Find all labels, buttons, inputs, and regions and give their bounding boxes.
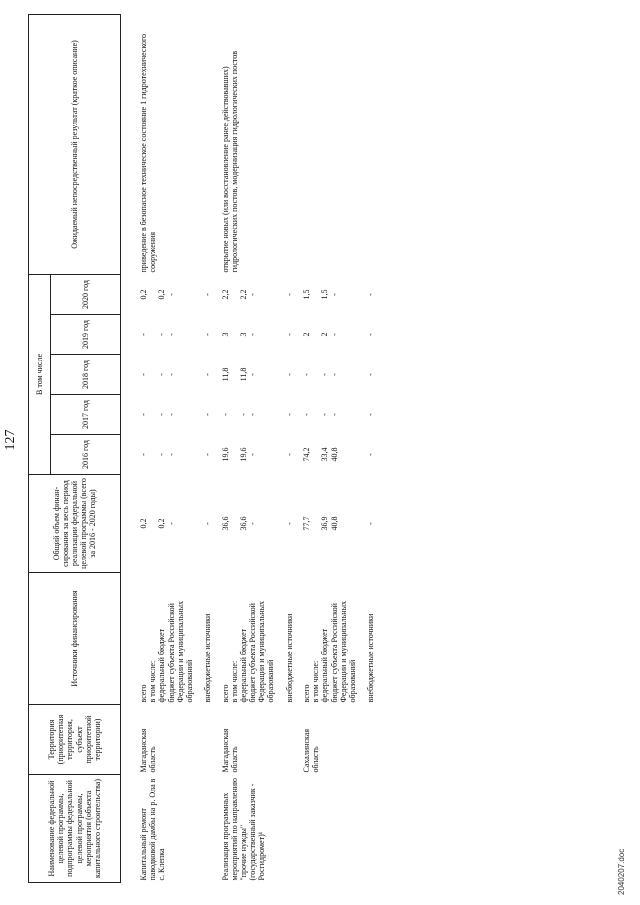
cell-value: - <box>203 333 213 336</box>
cell-value: 2,2 <box>220 289 230 300</box>
header-territory: Территория (приоритетная территория, субъект приоритетной территории) <box>29 705 121 775</box>
cell-value: 74,2 <box>302 447 312 462</box>
row-name <box>294 775 376 883</box>
cell-y2020 <box>213 274 295 314</box>
source-label: в том числе: <box>148 660 158 703</box>
cell-y2016 <box>213 435 295 475</box>
cell-value: - <box>366 522 376 525</box>
row-result: приведение в безопасное техническое состояние 1 гидротехнического сооружения <box>139 33 158 273</box>
cell-value: - <box>284 453 294 456</box>
cell-value: - <box>284 373 294 376</box>
cell-value: 3 <box>220 332 230 337</box>
cell-total <box>131 475 213 573</box>
cell-value: 2 <box>320 332 330 337</box>
cell-value: - <box>284 413 294 416</box>
cell-value: - <box>366 373 376 376</box>
file-name: 2040207.doc <box>617 848 626 895</box>
header-2017: 2017 год <box>51 395 121 435</box>
cell-y2017 <box>213 395 295 435</box>
cell-value: - <box>366 333 376 336</box>
cell-value: - <box>166 413 176 416</box>
cell-value: - <box>166 522 176 525</box>
cell-value: - <box>203 413 213 416</box>
source-label: федеральный бюджет <box>238 628 248 703</box>
cell-value: 77,7 <box>302 516 312 531</box>
cell-total <box>294 475 376 573</box>
row-territory: Магаданская область <box>220 728 239 773</box>
source-label: внебюджетные источники <box>366 613 376 703</box>
cell-y2017 <box>294 395 376 435</box>
source-label: всего <box>139 684 148 703</box>
source-label: внебюджетные источники <box>284 613 294 703</box>
source-label: бюджет субъекта Российской Федерации и муниципальных образований <box>166 601 194 703</box>
cell-value: 19,6 <box>220 447 230 462</box>
row-sources <box>213 573 295 705</box>
row-sources <box>131 573 213 705</box>
cell-y2019 <box>131 315 213 355</box>
table-row <box>131 14 213 882</box>
source-label: федеральный бюджет <box>157 628 167 703</box>
source-label: всего <box>220 684 230 703</box>
header-sources: Источники финансирования <box>29 573 121 705</box>
cell-value: - <box>248 413 258 416</box>
cell-value: - <box>320 413 330 416</box>
cell-value: 36,6 <box>238 516 248 531</box>
cell-value: 11,8 <box>220 367 230 382</box>
cell-value: 3 <box>238 332 248 337</box>
cell-value: - <box>139 453 148 456</box>
row-sources <box>294 573 376 705</box>
cell-value: 1,5 <box>320 289 330 300</box>
financing-table <box>28 14 376 883</box>
cell-value: - <box>329 293 339 296</box>
row-name: Капитальный ремонт паводковой дамбы на р. Ола в с. Клепка <box>139 778 167 881</box>
header-2019: 2019 год <box>51 315 121 355</box>
cell-y2020 <box>131 274 213 314</box>
cell-value: - <box>302 373 312 376</box>
cell-value: 0,2 <box>139 289 148 300</box>
source-label: в том числе: <box>311 660 321 703</box>
cell-y2018 <box>213 355 295 395</box>
cell-value: - <box>166 293 176 296</box>
header-2016: 2016 год <box>51 435 121 475</box>
cell-y2016 <box>131 435 213 475</box>
cell-value: 2,2 <box>238 289 248 300</box>
cell-value: 0,2 <box>139 518 148 529</box>
cell-value: - <box>203 522 213 525</box>
cell-value: - <box>166 333 176 336</box>
header-name: Наименование федеральной целевой программы, подпрограммы федеральной целевой программы, мероприятия (объекта капитального строительства) <box>29 775 121 883</box>
source-label: бюджет субъекта Российской Федерации и муниципальных образований <box>248 601 276 703</box>
cell-value: - <box>302 413 312 416</box>
cell-value: - <box>157 453 167 456</box>
cell-value: - <box>157 413 167 416</box>
cell-value: 40,8 <box>329 516 339 531</box>
cell-y2018 <box>131 355 213 395</box>
cell-value: - <box>248 293 258 296</box>
cell-y2016 <box>294 435 376 475</box>
source-label: бюджет субъекта Российской Федерации и муниципальных образований <box>329 601 357 703</box>
source-label: внебюджетные источники <box>203 613 213 703</box>
page-number: 127 <box>3 429 18 451</box>
cell-value: - <box>320 373 330 376</box>
row-territory: Сахалинская область <box>302 728 321 773</box>
header-2020: 2020 год <box>51 274 121 314</box>
cell-value: - <box>157 333 167 336</box>
header-2018: 2018 год <box>51 355 121 395</box>
cell-value: - <box>248 373 258 376</box>
cell-value: - <box>248 453 258 456</box>
cell-value: - <box>366 293 376 296</box>
cell-value: - <box>248 333 258 336</box>
row-result <box>294 14 376 274</box>
cell-value: - <box>203 453 213 456</box>
cell-value: - <box>203 373 213 376</box>
cell-value: - <box>166 373 176 376</box>
source-label: в том числе: <box>229 660 239 703</box>
cell-value: 36,9 <box>320 516 330 531</box>
cell-value: 33,4 <box>320 447 330 462</box>
cell-value: - <box>157 373 167 376</box>
cell-value: - <box>329 413 339 416</box>
cell-value: 40,8 <box>329 447 339 462</box>
cell-value: - <box>139 373 148 376</box>
cell-value: - <box>329 333 339 336</box>
cell-value: 19,6 <box>238 447 248 462</box>
cell-value: - <box>366 413 376 416</box>
cell-value: - <box>329 373 339 376</box>
cell-value: - <box>284 293 294 296</box>
cell-y2019 <box>213 315 295 355</box>
cell-value: - <box>203 293 213 296</box>
cell-value: - <box>248 522 258 525</box>
cell-y2018 <box>294 355 376 395</box>
cell-value: 1,5 <box>302 289 312 300</box>
cell-y2019 <box>294 315 376 355</box>
source-label: федеральный бюджет <box>320 628 330 703</box>
cell-y2020 <box>294 274 376 314</box>
header-result: Ожидаемый непосредственный результат (краткое описание) <box>29 14 121 274</box>
cell-value: 0,2 <box>157 518 167 529</box>
cell-value: - <box>220 413 230 416</box>
cell-value: - <box>166 453 176 456</box>
cell-value: 0,2 <box>157 289 167 300</box>
row-name: Реализация программных мероприятий по направлению "прочие нужды" (государственный заказчик - Росгидромет)¹ <box>220 777 267 881</box>
cell-value: - <box>238 413 248 416</box>
cell-total <box>213 475 295 573</box>
table-body <box>131 14 376 882</box>
cell-value: 2 <box>302 332 312 337</box>
row-result: открытие новых (или восстановление ранее действовавших) гидрологических постов, модернизация гидрологических постов <box>220 50 239 273</box>
header-including: В том числе <box>29 274 51 474</box>
cell-value: 36,6 <box>220 516 230 531</box>
table-row <box>294 14 376 882</box>
cell-value: - <box>139 333 148 336</box>
header-total: Общий объем финан-сирования за весь период реализации федеральной целевой программы (всего за 2016 - 2020 годы) <box>29 475 121 573</box>
cell-value: - <box>284 333 294 336</box>
table-row <box>213 14 295 882</box>
row-territory: Магаданская область <box>139 728 158 773</box>
cell-value: 11,8 <box>238 367 248 382</box>
cell-value: - <box>139 413 148 416</box>
source-label: всего <box>302 684 312 703</box>
cell-value: - <box>284 522 294 525</box>
cell-y2017 <box>131 395 213 435</box>
cell-value: - <box>366 453 376 456</box>
